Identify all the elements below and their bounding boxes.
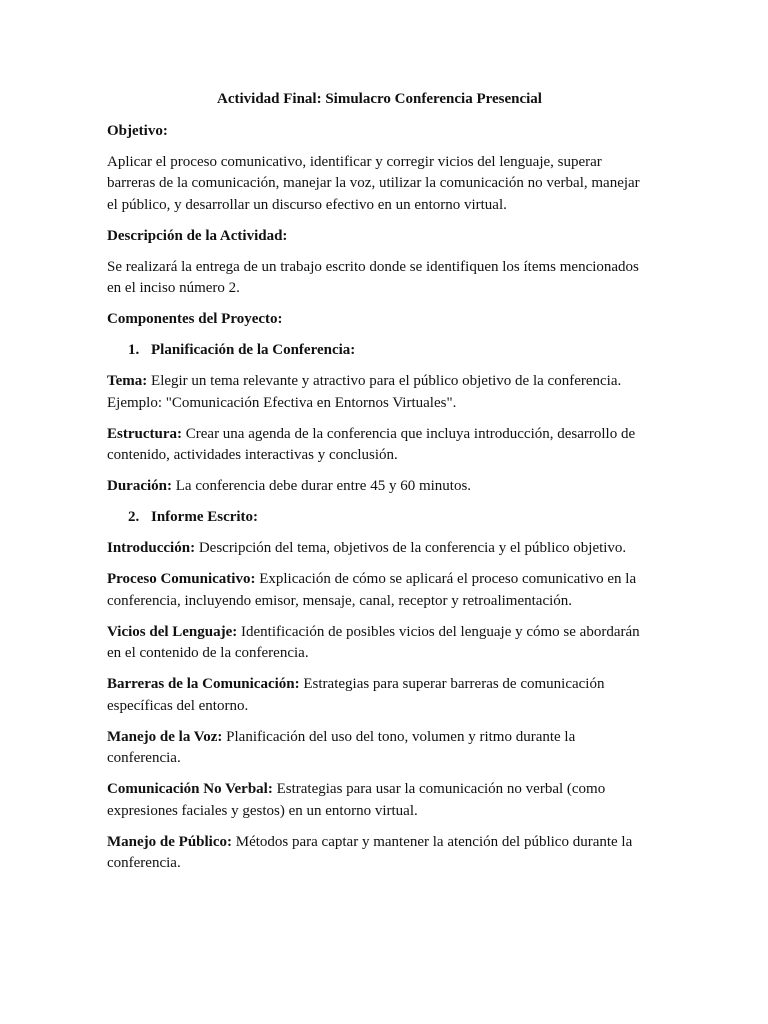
item-text: Elegir un tema relevante y atractivo para el público objetivo de la conferencia. Ejemplo: "Comunicación Efectiva en Entornos Virtuales". (107, 373, 622, 411)
item-label: Vicios del Lenguaje: (107, 623, 238, 640)
objective-heading: Objetivo: (107, 122, 168, 139)
section-1-title: Planificación de la Conferencia: (151, 342, 356, 358)
section-2-item-manejo-voz (107, 727, 652, 770)
section-2-item-introduccion (107, 538, 652, 560)
item-text: Crear una agenda de la conferencia que incluya introducción, desarrollo de contenido, actividades interactivas y conclusión. (107, 425, 636, 463)
item-label: Estructura: (107, 425, 182, 442)
item-label: Comunicación No Verbal: (107, 781, 273, 797)
document-page (107, 89, 652, 884)
document-title: Actividad Final: Simulacro Conferencia Presencial (217, 91, 542, 107)
section-2-item-manejo-publico (107, 832, 652, 875)
description-heading: Descripción de la Actividad: (107, 227, 288, 244)
section-1-number: 1. (128, 342, 140, 358)
item-text: Descripción del tema, objetivos de la conferencia y el público objetivo. (195, 540, 627, 556)
item-label: Introducción: (107, 540, 196, 556)
item-text: Estrategias para usar la comunicación no verbal (como expresiones faciales y gestos) en un entorno virtual. (107, 781, 606, 819)
section-1-heading (107, 340, 652, 362)
section-2-item-vicios-lenguaje (107, 622, 652, 665)
item-text: Métodos para captar y mantener la atención del público durante la conferencia. (107, 833, 633, 871)
components-heading: Componentes del Proyecto: (107, 311, 283, 327)
section-2-title: Informe Escrito: (151, 509, 259, 525)
item-text: Identificación de posibles vicios del lenguaje y cómo se abordarán en el contenido de la conferencia. (107, 623, 640, 661)
section-2-item-barreras-comunicacion (107, 674, 652, 717)
item-label: Manejo de la Voz: (107, 728, 223, 745)
section-1-item-tema (107, 371, 652, 414)
section-2-number: 2. (128, 509, 140, 525)
item-label: Barreras de la Comunicación: (107, 676, 300, 692)
section-2-item-proceso-comunicativo (107, 569, 652, 612)
item-text: Estrategias para superar barreras de comunicación específicas del entorno. (107, 676, 605, 714)
section-2-item-comunicacion-no-verbal (107, 779, 652, 822)
item-text: Planificación del uso del tono, volumen y ritmo durante la conferencia. (107, 728, 576, 766)
item-label: Manejo de Público: (107, 833, 232, 850)
section-1-item-duracion (107, 476, 652, 498)
item-label: Proceso Comunicativo: (107, 571, 256, 587)
section-2-heading (107, 507, 652, 529)
section-1-item-estructura (107, 424, 652, 467)
objective-text: Aplicar el proceso comunicativo, identificar y corregir vicios del lenguaje, superar barreras de la comunicación, manejar la voz, utilizar la comunicación no verbal, manejar el público, y desarrollar un discurso efectivo en un entorno virtual. (107, 153, 640, 213)
item-label: Duración: (107, 478, 172, 494)
description-text: Se realizará la entrega de un trabajo escrito donde se identifiquen los ítems mencionados en el inciso número 2. (107, 258, 639, 296)
item-text: Explicación de cómo se aplicará el proceso comunicativo en la conferencia, incluyendo emisor, mensaje, canal, receptor y retroalimentación. (107, 571, 637, 609)
item-label: Tema: (107, 373, 148, 389)
item-text: La conferencia debe durar entre 45 y 60 minutos. (172, 478, 472, 494)
